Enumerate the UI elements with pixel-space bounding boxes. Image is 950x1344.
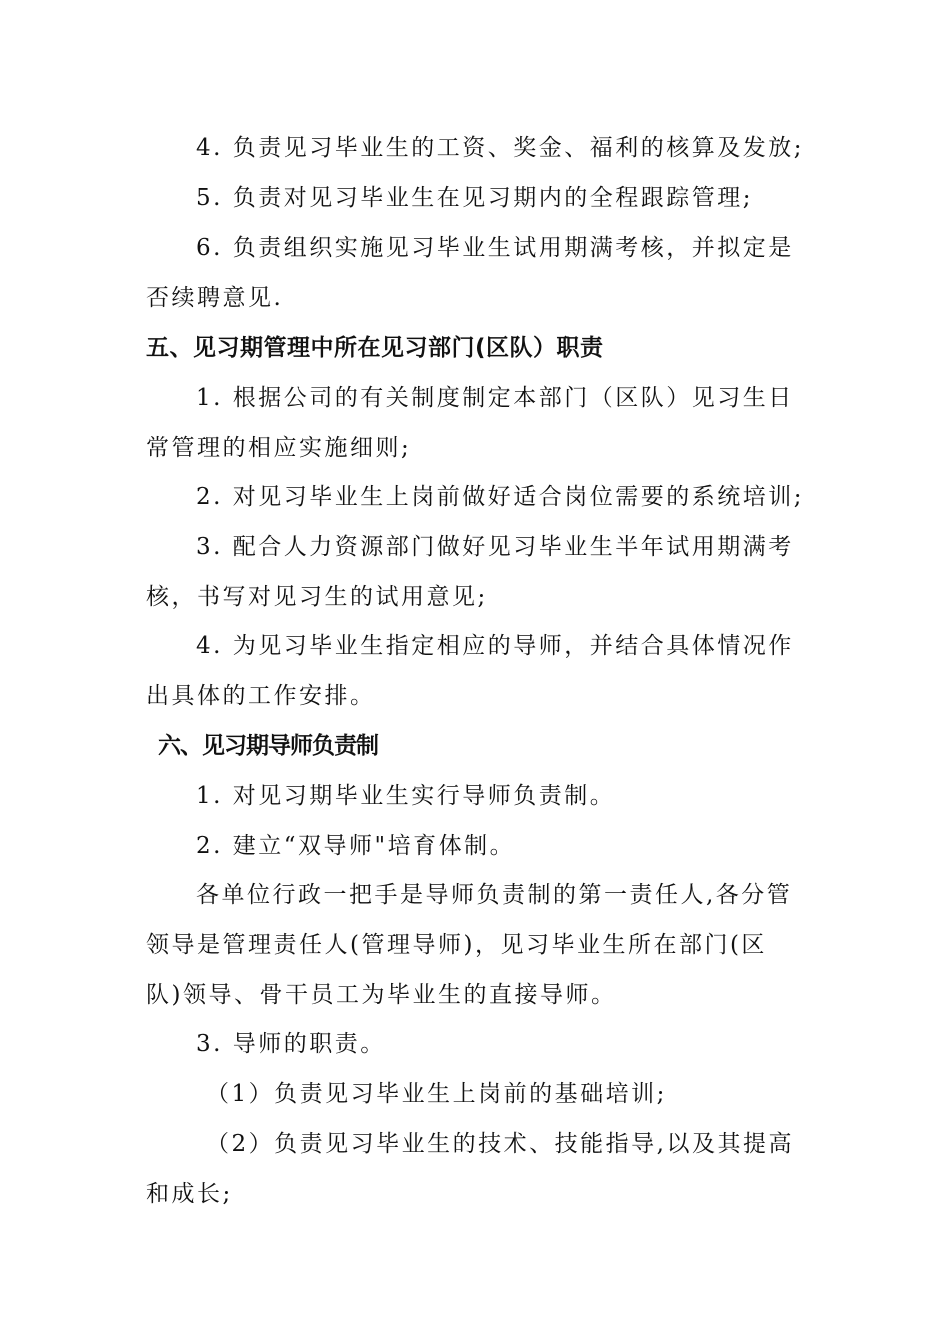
- paragraph-line: 各单位行政一把手是导师负责制的第一责任人,各分管: [196, 882, 793, 908]
- paragraph-line: 4. 为见习毕业生指定相应的导师，并结合具体情况作: [196, 633, 794, 659]
- paragraph-line: 常管理的相应实施细则;: [146, 435, 412, 461]
- paragraph-line: 和成长;: [146, 1181, 233, 1207]
- paragraph-line: 2. 建立“双导师"培育体制。: [196, 833, 516, 859]
- section-heading: 五、见习期管理中所在见习部门(区队）职责: [146, 335, 604, 361]
- paragraph-line: 1. 对见习期毕业生实行导师负责制。: [196, 783, 616, 809]
- paragraph-line: 6. 负责组织实施见习毕业生试用期满考核，并拟定是: [196, 235, 794, 261]
- paragraph-line: 领导是管理责任人(管理导师)，见习毕业生所在部门(区: [146, 932, 767, 958]
- paragraph-line: （2）负责见习毕业生的技术、技能指导,以及其提高: [206, 1131, 794, 1157]
- paragraph-line: 核，书写对见习生的试用意见;: [146, 584, 488, 610]
- paragraph-line: 2. 对见习毕业生上岗前做好适合岗位需要的系统培训;: [196, 484, 805, 510]
- paragraph-line: 队)领导、骨干员工为毕业生的直接导师。: [146, 982, 617, 1008]
- paragraph-line: 出具体的工作安排。: [146, 683, 376, 709]
- paragraph-line: （1）负责见习毕业生上岗前的基础培训;: [206, 1081, 667, 1107]
- paragraph-line: 否续聘意见.: [146, 285, 284, 311]
- paragraph-line: 4. 负责见习毕业生的工资、奖金、福利的核算及发放;: [196, 135, 805, 161]
- section-heading: 六、见习期导师负责制: [158, 733, 378, 759]
- paragraph-line: 3. 导师的职责。: [196, 1031, 386, 1057]
- paragraph-line: 5. 负责对见习毕业生在见习期内的全程跟踪管理;: [196, 185, 754, 211]
- paragraph-line: 3. 配合人力资源部门做好见习毕业生半年试用期满考: [196, 534, 794, 560]
- paragraph-line: 1. 根据公司的有关制度制定本部门（区队）见习生日: [196, 385, 794, 411]
